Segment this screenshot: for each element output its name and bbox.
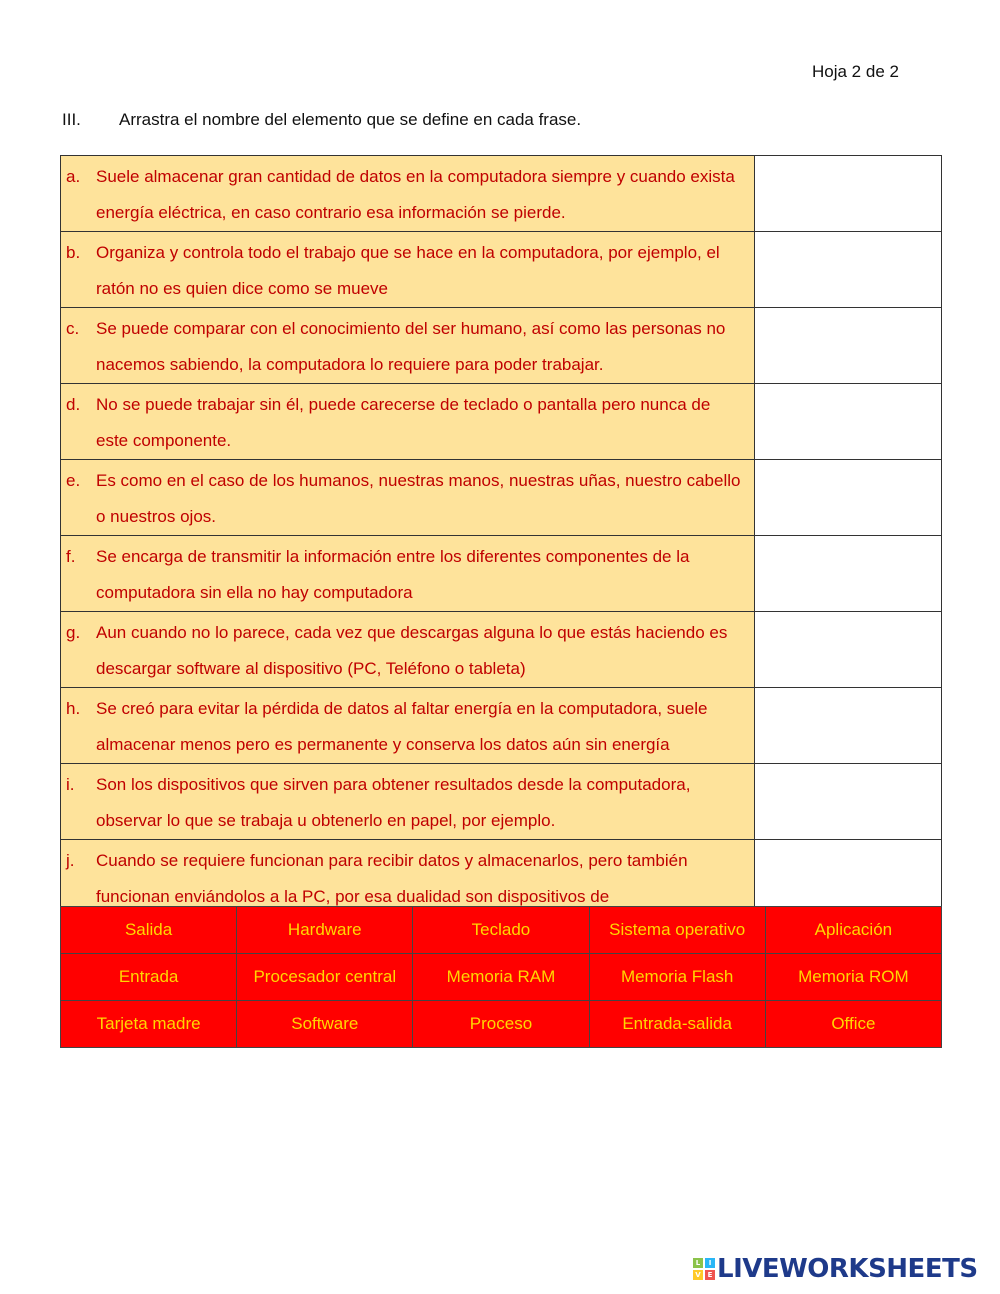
option-entrada[interactable]: Entrada xyxy=(61,954,237,1001)
question-letter: b. xyxy=(66,243,81,262)
question-letter: i. xyxy=(66,775,75,794)
question-row xyxy=(61,612,942,688)
logo-icon-letter: E xyxy=(705,1270,715,1280)
question-letter: c. xyxy=(66,319,80,338)
liveworksheets-logo-icon xyxy=(693,1258,715,1280)
option-hardware[interactable]: Hardware xyxy=(237,907,413,954)
answer-drop-zone[interactable] xyxy=(755,308,942,384)
question-letter: h. xyxy=(66,699,81,718)
option-memoria-rom[interactable]: Memoria ROM xyxy=(765,954,941,1001)
option-procesador-central[interactable]: Procesador central xyxy=(237,954,413,1001)
question-text: Se encarga de transmitir la información entre los diferentes componentes de la computadora sin ella no hay computadora xyxy=(96,547,690,602)
instruction xyxy=(62,110,581,130)
question-letter: j. xyxy=(66,851,75,870)
option-software[interactable]: Software xyxy=(237,1001,413,1048)
question-row xyxy=(61,764,942,840)
options-row xyxy=(61,907,942,954)
question-text: Organiza y controla todo el trabajo que se hace en la computadora, por ejemplo, el ratón no es quien dice como se mueve xyxy=(96,243,720,298)
answer-drop-zone[interactable] xyxy=(755,840,942,916)
question-letter: d. xyxy=(66,395,81,414)
options-table xyxy=(60,906,942,1048)
option-memoria-ram[interactable]: Memoria RAM xyxy=(413,954,589,1001)
question-text: Se creó para evitar la pérdida de datos al faltar energía en la computadora, suele almacenar menos pero es permanente y conserva los datos aún sin energía xyxy=(96,699,708,754)
answer-drop-zone[interactable] xyxy=(755,688,942,764)
instruction-text: Arrastra el nombre del elemento que se define en cada frase. xyxy=(119,110,582,129)
question-text: Aun cuando no lo parece, cada vez que descargas alguna lo que estás haciendo es descargar software al dispositivo (PC, Teléfono o tableta) xyxy=(96,623,728,678)
question-row xyxy=(61,384,942,460)
question-row xyxy=(61,156,942,232)
question-cell xyxy=(61,688,755,764)
option-salida[interactable]: Salida xyxy=(61,907,237,954)
question-row xyxy=(61,688,942,764)
answer-drop-zone[interactable] xyxy=(755,384,942,460)
option-aplicacion[interactable]: Aplicación xyxy=(765,907,941,954)
page-number: Hoja 2 de 2 xyxy=(812,62,899,81)
question-letter: a. xyxy=(66,167,81,186)
question-row xyxy=(61,460,942,536)
question-cell xyxy=(61,612,755,688)
options-row xyxy=(61,1001,942,1048)
question-text: No se puede trabajar sin él, puede carecerse de teclado o pantalla pero nunca de este componente. xyxy=(96,395,711,450)
instruction-numeral: III. xyxy=(62,110,81,129)
answer-drop-zone[interactable] xyxy=(755,612,942,688)
question-cell xyxy=(61,156,755,232)
question-text: Son los dispositivos que sirven para obtener resultados desde la computadora, observar lo que se trabaja u obtenerlo en papel, por ejemplo. xyxy=(96,775,691,830)
question-row xyxy=(61,536,942,612)
liveworksheets-logo[interactable] xyxy=(693,1254,978,1284)
answer-drop-zone[interactable] xyxy=(755,764,942,840)
option-teclado[interactable]: Teclado xyxy=(413,907,589,954)
question-cell xyxy=(61,764,755,840)
answer-drop-zone[interactable] xyxy=(755,232,942,308)
option-memoria-flash[interactable]: Memoria Flash xyxy=(589,954,765,1001)
question-row xyxy=(61,840,942,916)
question-row xyxy=(61,232,942,308)
answer-drop-zone[interactable] xyxy=(755,536,942,612)
logo-icon-letter: V xyxy=(693,1270,703,1280)
answer-drop-zone[interactable] xyxy=(755,156,942,232)
question-text: Se puede comparar con el conocimiento del ser humano, así como las personas no nacemos sabiendo, la computadora lo requiere para poder trabajar. xyxy=(96,319,726,374)
question-cell xyxy=(61,840,755,916)
question-row xyxy=(61,308,942,384)
question-cell xyxy=(61,232,755,308)
questions-table xyxy=(60,155,942,916)
question-letter: e. xyxy=(66,471,81,490)
logo-text: LIVEWORKSHEETS xyxy=(717,1254,978,1284)
question-text: Es como en el caso de los humanos, nuestras manos, nuestras uñas, nuestro cabello o nuestros ojos. xyxy=(96,471,741,526)
logo-icon-letter: I xyxy=(705,1258,715,1268)
option-sistema-operativo[interactable]: Sistema operativo xyxy=(589,907,765,954)
question-letter: f. xyxy=(66,547,76,566)
question-text: Cuando se requiere funcionan para recibir datos y almacenarlos, pero también funcionan enviándolos a la PC, por esa dualidad son dispositivos de xyxy=(96,851,688,906)
option-entrada-salida[interactable]: Entrada-salida xyxy=(589,1001,765,1048)
option-office[interactable]: Office xyxy=(765,1001,941,1048)
question-cell xyxy=(61,536,755,612)
answer-drop-zone[interactable] xyxy=(755,460,942,536)
question-cell xyxy=(61,308,755,384)
question-cell xyxy=(61,384,755,460)
options-row xyxy=(61,954,942,1001)
question-letter: g. xyxy=(66,623,81,642)
question-cell xyxy=(61,460,755,536)
option-proceso[interactable]: Proceso xyxy=(413,1001,589,1048)
logo-icon-letter: L xyxy=(693,1258,703,1268)
question-text: Suele almacenar gran cantidad de datos en la computadora siempre y cuando exista energía eléctrica, en caso contrario esa información se pierde. xyxy=(96,167,735,222)
option-tarjeta-madre[interactable]: Tarjeta madre xyxy=(61,1001,237,1048)
